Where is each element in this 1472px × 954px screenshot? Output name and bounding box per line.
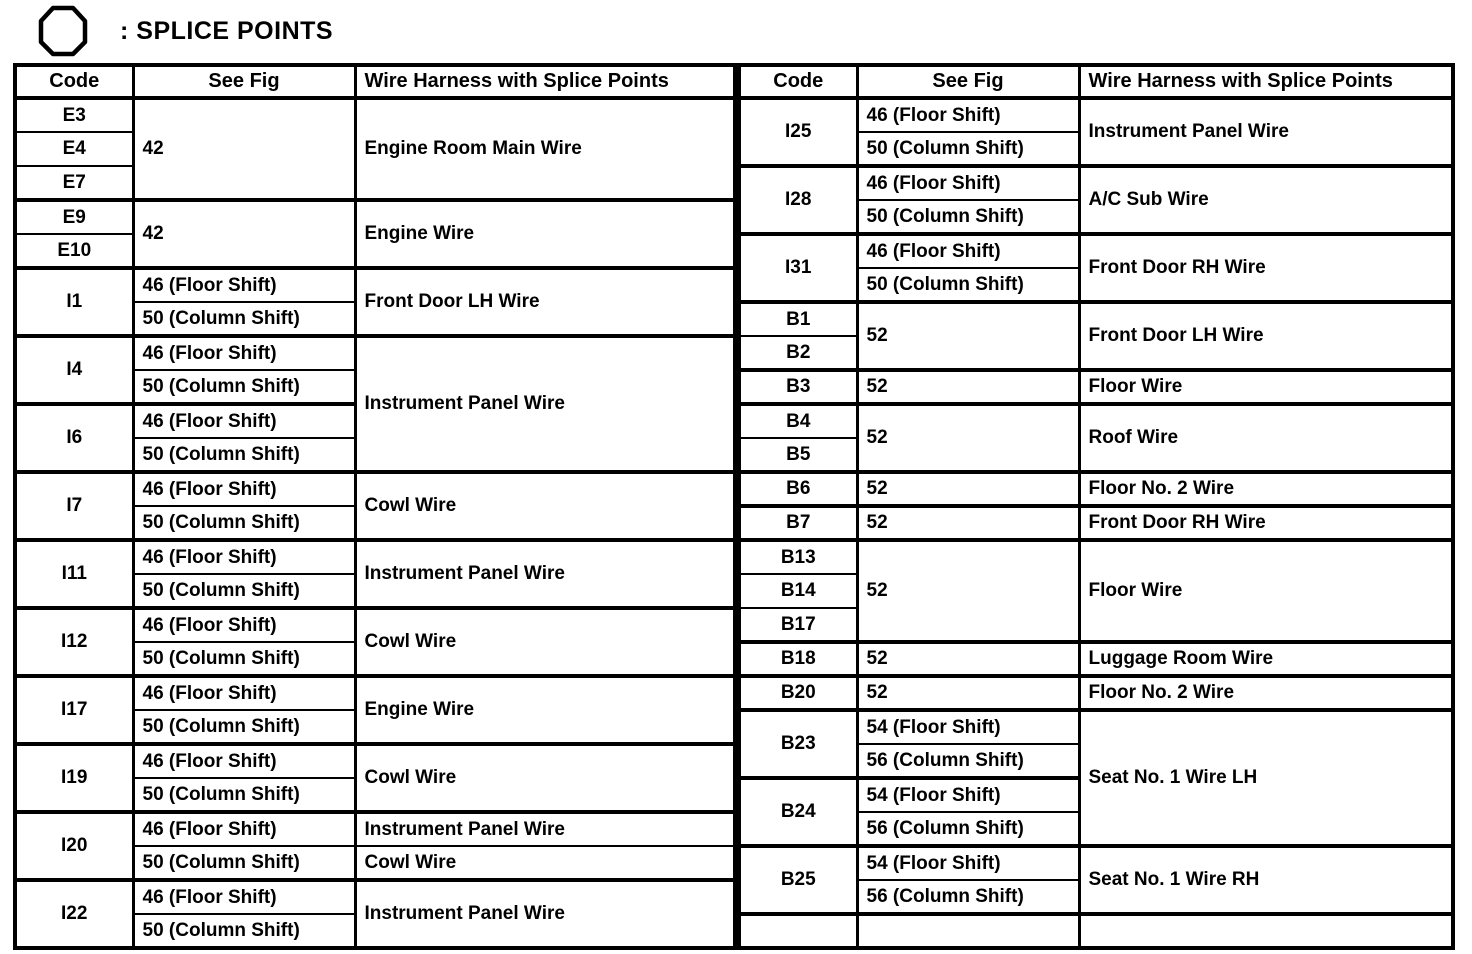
see-fig-cell: 56 (Column Shift): [857, 812, 1079, 846]
harness-cell: Floor No. 2 Wire: [1079, 676, 1453, 710]
code-cell: E10: [15, 234, 133, 268]
code-cell: I12: [15, 608, 133, 676]
see-fig-cell: 46 (Floor Shift): [133, 608, 355, 642]
code-cell: B17: [739, 608, 857, 642]
harness-cell: Instrument Panel Wire: [355, 336, 735, 472]
harness-cell: Cowl Wire: [355, 846, 735, 880]
table-row: [739, 710, 1453, 744]
see-fig-cell: 50 (Column Shift): [133, 370, 355, 404]
see-fig-cell: 46 (Floor Shift): [133, 472, 355, 506]
table-row: [15, 268, 735, 302]
see-fig-cell: 46 (Floor Shift): [133, 744, 355, 778]
see-fig-cell: 46 (Floor Shift): [133, 812, 355, 846]
code-cell: B4: [739, 404, 857, 438]
see-fig-cell: 52: [857, 472, 1079, 506]
code-cell: I25: [739, 98, 857, 166]
see-fig-cell: 50 (Column Shift): [133, 302, 355, 336]
harness-cell: Engine Wire: [355, 676, 735, 744]
see-fig-cell: 50 (Column Shift): [133, 710, 355, 744]
harness-cell: Front Door LH Wire: [355, 268, 735, 336]
table-row: [15, 812, 735, 846]
harness-cell: Seat No. 1 Wire RH: [1079, 846, 1453, 914]
harness-cell: [1079, 914, 1453, 948]
harness-cell: Engine Room Main Wire: [355, 98, 735, 200]
table-row: [739, 98, 1453, 132]
table-row: [15, 336, 735, 370]
harness-cell: Floor Wire: [1079, 370, 1453, 404]
see-fig-cell: 50 (Column Shift): [133, 846, 355, 880]
code-cell: E9: [15, 200, 133, 234]
harness-cell: Front Door LH Wire: [1079, 302, 1453, 370]
see-fig-cell: 46 (Floor Shift): [133, 880, 355, 914]
code-cell: I20: [15, 812, 133, 880]
see-fig-cell: 52: [857, 676, 1079, 710]
see-fig-cell: 46 (Floor Shift): [133, 336, 355, 370]
harness-cell: Cowl Wire: [355, 608, 735, 676]
table-row: [739, 540, 1453, 574]
harness-cell: Seat No. 1 Wire LH: [1079, 710, 1453, 846]
code-cell: B7: [739, 506, 857, 540]
harness-cell: A/C Sub Wire: [1079, 166, 1453, 234]
table-row: [739, 302, 1453, 336]
splice-table-right: [737, 63, 1455, 950]
code-cell: E4: [15, 132, 133, 166]
table-row: [15, 200, 735, 234]
table-row: [739, 676, 1453, 710]
see-fig-cell: 54 (Floor Shift): [857, 846, 1079, 880]
code-cell: I22: [15, 880, 133, 948]
table-row: [15, 608, 735, 642]
column-header-harness: Wire Harness with Splice Points: [1079, 65, 1453, 98]
see-fig-cell: 50 (Column Shift): [133, 574, 355, 608]
see-fig-cell: 52: [857, 404, 1079, 472]
code-cell: B6: [739, 472, 857, 506]
table-row: [739, 914, 1453, 948]
harness-cell: Cowl Wire: [355, 472, 735, 540]
see-fig-cell: 54 (Floor Shift): [857, 710, 1079, 744]
see-fig-cell: 46 (Floor Shift): [133, 676, 355, 710]
code-cell: I19: [15, 744, 133, 812]
harness-cell: Roof Wire: [1079, 404, 1453, 472]
see-fig-cell: 42: [133, 200, 355, 268]
see-fig-cell: [857, 914, 1079, 948]
see-fig-cell: 46 (Floor Shift): [133, 540, 355, 574]
table-row: [15, 472, 735, 506]
see-fig-cell: 50 (Column Shift): [857, 268, 1079, 302]
table-row: [739, 370, 1453, 404]
code-cell: B20: [739, 676, 857, 710]
code-cell: B23: [739, 710, 857, 778]
table-row: [739, 472, 1453, 506]
splice-points-legend: [38, 4, 333, 58]
see-fig-cell: 46 (Floor Shift): [857, 234, 1079, 268]
see-fig-cell: 50 (Column Shift): [133, 642, 355, 676]
column-header-code: Code: [15, 65, 133, 98]
table-row: [739, 642, 1453, 676]
see-fig-cell: 46 (Floor Shift): [857, 98, 1079, 132]
column-header-see-fig: See Fig: [857, 65, 1079, 98]
code-cell: I6: [15, 404, 133, 472]
table-row: [15, 98, 735, 132]
table-row: [739, 506, 1453, 540]
harness-cell: Floor Wire: [1079, 540, 1453, 642]
table-row: [739, 846, 1453, 880]
code-cell: E7: [15, 166, 133, 200]
see-fig-cell: 50 (Column Shift): [857, 132, 1079, 166]
column-header-harness: Wire Harness with Splice Points: [355, 65, 735, 98]
code-cell: B24: [739, 778, 857, 846]
harness-cell: Instrument Panel Wire: [1079, 98, 1453, 166]
table-row: [15, 540, 735, 574]
code-cell: B18: [739, 642, 857, 676]
splice-table-left: [13, 63, 737, 950]
code-cell: I4: [15, 336, 133, 404]
see-fig-cell: 50 (Column Shift): [857, 200, 1079, 234]
octagon-icon: [38, 5, 88, 57]
see-fig-cell: 50 (Column Shift): [133, 914, 355, 948]
harness-cell: Front Door RH Wire: [1079, 234, 1453, 302]
code-cell: I7: [15, 472, 133, 540]
code-cell: B25: [739, 846, 857, 914]
table-row: [15, 744, 735, 778]
code-cell: B5: [739, 438, 857, 472]
code-cell: I11: [15, 540, 133, 608]
code-cell: I28: [739, 166, 857, 234]
code-cell: B14: [739, 574, 857, 608]
see-fig-cell: 52: [857, 370, 1079, 404]
legend-label: : SPLICE POINTS: [120, 16, 334, 45]
code-cell: I1: [15, 268, 133, 336]
see-fig-cell: 50 (Column Shift): [133, 778, 355, 812]
column-header-see-fig: See Fig: [133, 65, 355, 98]
code-cell: B1: [739, 302, 857, 336]
see-fig-cell: 54 (Floor Shift): [857, 778, 1079, 812]
code-cell: I17: [15, 676, 133, 744]
see-fig-cell: 52: [857, 540, 1079, 642]
splice-points-tables: [13, 63, 1455, 950]
table-row: [739, 166, 1453, 200]
harness-cell: Instrument Panel Wire: [355, 812, 735, 846]
see-fig-cell: 52: [857, 506, 1079, 540]
see-fig-cell: 46 (Floor Shift): [133, 404, 355, 438]
code-cell: E3: [15, 98, 133, 132]
see-fig-cell: 56 (Column Shift): [857, 744, 1079, 778]
see-fig-cell: 42: [133, 98, 355, 200]
harness-cell: Luggage Room Wire: [1079, 642, 1453, 676]
see-fig-cell: 52: [857, 642, 1079, 676]
column-header-code: Code: [739, 65, 857, 98]
see-fig-cell: 50 (Column Shift): [133, 506, 355, 540]
table-row: [739, 234, 1453, 268]
code-cell: I31: [739, 234, 857, 302]
harness-cell: Engine Wire: [355, 200, 735, 268]
harness-cell: Cowl Wire: [355, 744, 735, 812]
code-cell: B3: [739, 370, 857, 404]
code-cell: B2: [739, 336, 857, 370]
table-row: [15, 676, 735, 710]
harness-cell: Floor No. 2 Wire: [1079, 472, 1453, 506]
see-fig-cell: 52: [857, 302, 1079, 370]
table-row: [15, 880, 735, 914]
table-row: [739, 404, 1453, 438]
code-cell: [739, 914, 857, 948]
see-fig-cell: 56 (Column Shift): [857, 880, 1079, 914]
see-fig-cell: 50 (Column Shift): [133, 438, 355, 472]
harness-cell: Instrument Panel Wire: [355, 880, 735, 948]
see-fig-cell: 46 (Floor Shift): [133, 268, 355, 302]
code-cell: B13: [739, 540, 857, 574]
harness-cell: Instrument Panel Wire: [355, 540, 735, 608]
harness-cell: Front Door RH Wire: [1079, 506, 1453, 540]
see-fig-cell: 46 (Floor Shift): [857, 166, 1079, 200]
